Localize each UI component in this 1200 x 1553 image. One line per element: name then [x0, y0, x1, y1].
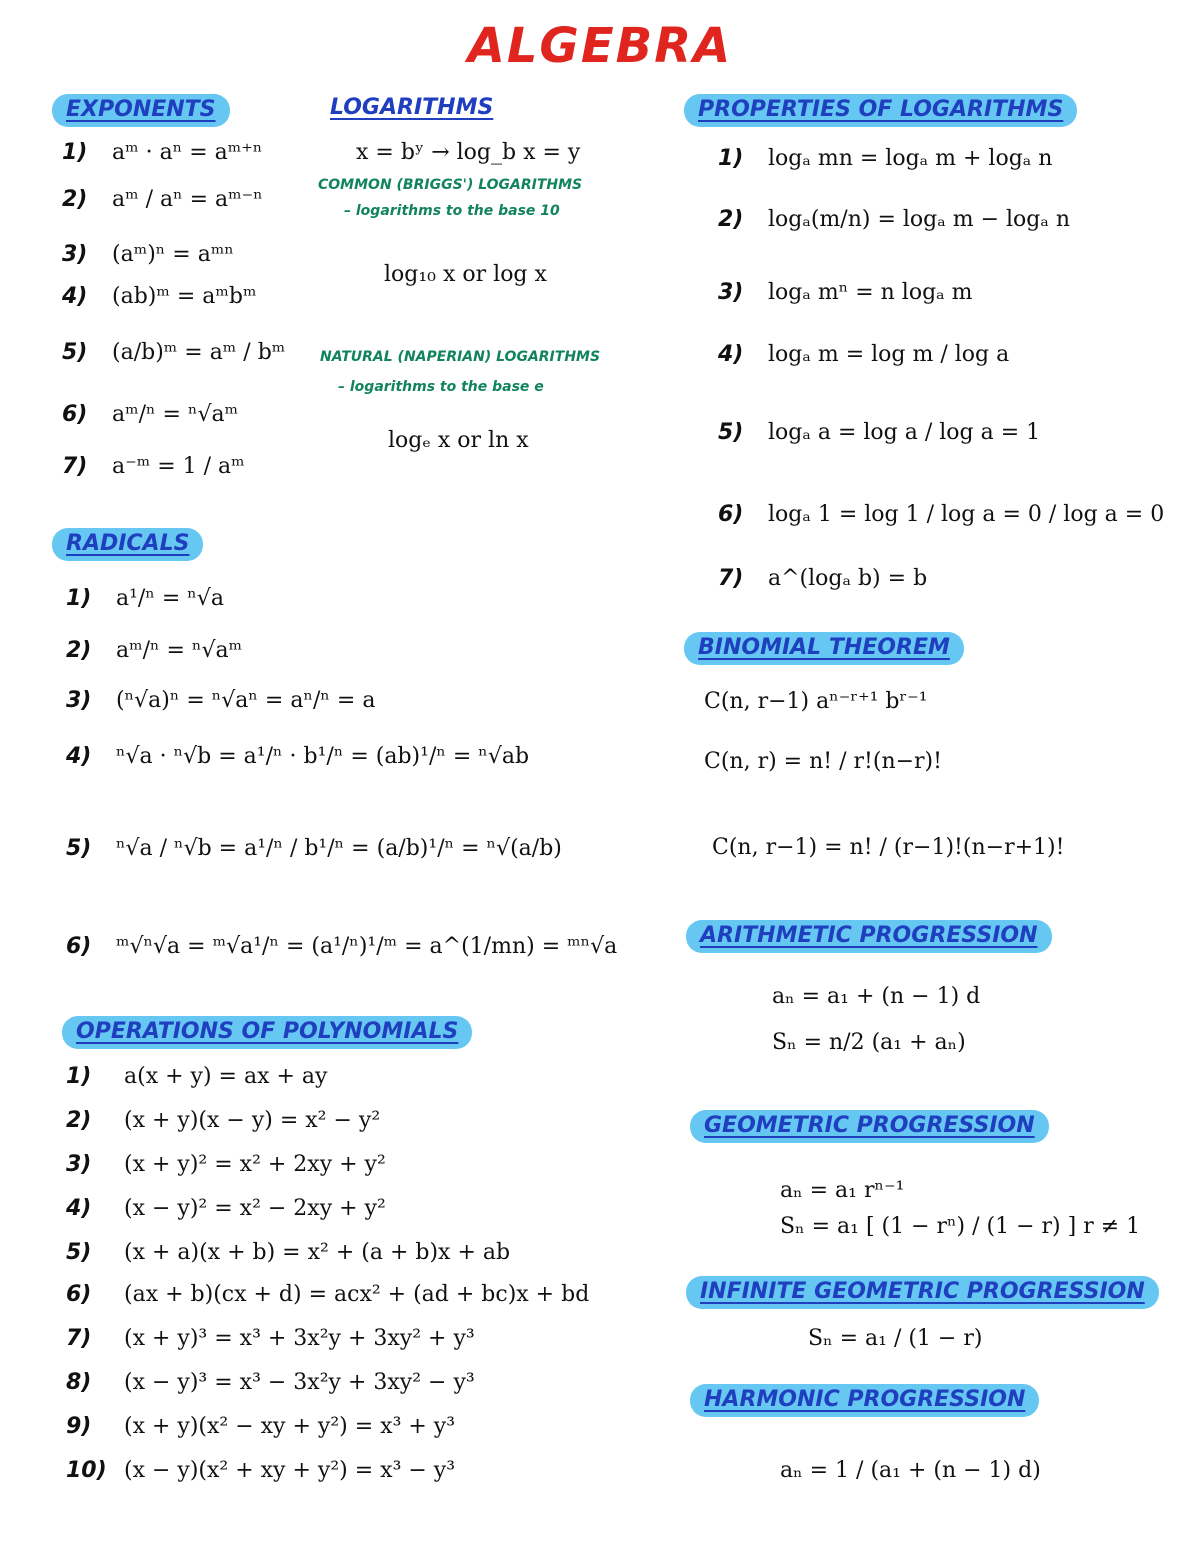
formula: aᵐ/ⁿ = ⁿ√aᵐ	[112, 402, 239, 427]
item-number: 1)	[62, 140, 88, 165]
formula: ᵐ√ⁿ√a = ᵐ√a¹/ⁿ = (a¹/ⁿ)¹/ᵐ = a^(1/mn) = ᵐⁿ√a	[116, 934, 618, 959]
item-number: 2)	[66, 638, 92, 663]
list-item	[718, 500, 1164, 530]
formula: (x − y)² = x² − 2xy + y²	[124, 1196, 386, 1221]
natural-log-formula: logₑ x or ln x	[388, 428, 529, 453]
formula: a^(logₐ b) = b	[768, 566, 928, 591]
list-item	[62, 240, 234, 270]
formula: aᵐ / aⁿ = aᵐ⁻ⁿ	[112, 187, 263, 212]
item-number: 3)	[62, 242, 88, 267]
list-item	[62, 282, 256, 312]
item-number: 3)	[66, 1152, 92, 1177]
formula: ⁿ√a · ⁿ√b = a¹/ⁿ · b¹/ⁿ = (ab)¹/ⁿ = ⁿ√ab	[116, 744, 530, 769]
formula: (ab)ᵐ = aᵐbᵐ	[112, 284, 257, 309]
list-item	[718, 564, 927, 594]
section-heading-exponents: EXPONENTS	[52, 94, 230, 127]
list-item	[66, 1412, 455, 1442]
list-item	[718, 205, 1070, 235]
item-number: 6)	[62, 402, 88, 427]
item-number: 10)	[66, 1458, 107, 1483]
formula: (x + y)(x − y) = x² − y²	[124, 1108, 381, 1133]
item-number: 4)	[62, 284, 88, 309]
formula: (ax + b)(cx + d) = acx² + (ad + bc)x + bd	[124, 1282, 590, 1307]
formula: a(x + y) = ax + ay	[124, 1064, 328, 1089]
item-number: 2)	[66, 1108, 92, 1133]
list-item	[62, 452, 245, 482]
item-number: 4)	[718, 342, 744, 367]
list-item	[66, 1194, 386, 1224]
formula: aᵐ/ⁿ = ⁿ√aᵐ	[116, 638, 243, 663]
formula: logₐ m = log m / log a	[768, 342, 1010, 367]
ap-line-1: aₙ = a₁ + (n − 1) d	[772, 984, 981, 1009]
list-item	[66, 1238, 510, 1268]
item-number: 6)	[66, 934, 92, 959]
formula: (x + y)² = x² + 2xy + y²	[124, 1152, 386, 1177]
item-number: 7)	[66, 1326, 92, 1351]
list-item	[718, 278, 973, 308]
list-item	[66, 1106, 380, 1136]
item-number: 2)	[62, 187, 88, 212]
formula: (x + y)(x² − xy + y²) = x³ + y³	[124, 1414, 456, 1439]
item-number: 6)	[66, 1282, 92, 1307]
page-title: ALGEBRA	[467, 18, 733, 74]
item-number: 4)	[66, 1196, 92, 1221]
item-number: 1)	[66, 586, 92, 611]
section-heading-properties-of-logarithms: PROPERTIES OF LOGARITHMS	[684, 94, 1077, 127]
section-heading-radicals: RADICALS	[52, 528, 203, 561]
item-number: 1)	[66, 1064, 92, 1089]
item-number: 1)	[718, 146, 744, 171]
list-item	[66, 584, 224, 614]
formula: aᵐ · aⁿ = aᵐ⁺ⁿ	[112, 140, 263, 165]
common-log-desc: – logarithms to the base 10	[344, 203, 560, 219]
hp-line-1: aₙ = 1 / (a₁ + (n − 1) d)	[780, 1458, 1041, 1483]
section-heading-operations-of-polynomials: OPERATIONS OF POLYNOMIALS	[62, 1016, 472, 1049]
item-number: 3)	[66, 688, 92, 713]
list-item	[66, 636, 242, 666]
list-item	[62, 138, 262, 168]
formula: (x − y)(x² + xy + y²) = x³ − y³	[124, 1458, 456, 1483]
list-item	[718, 340, 1009, 370]
formula: ⁿ√a / ⁿ√b = a¹/ⁿ / b¹/ⁿ = (a/b)¹/ⁿ = ⁿ√(a/b)	[116, 836, 562, 861]
item-number: 3)	[718, 280, 744, 305]
list-item	[66, 932, 617, 962]
binomial-line-3: C(n, r−1) = n! / (r−1)!(n−r+1)!	[712, 835, 1065, 860]
binomial-line-1: C(n, r−1) aⁿ⁻ʳ⁺¹ bʳ⁻¹	[704, 689, 928, 714]
formula: (a/b)ᵐ = aᵐ / bᵐ	[112, 340, 286, 365]
formula: (x + y)³ = x³ + 3x²y + 3xy² + y³	[124, 1326, 475, 1351]
common-log-formula: log₁₀ x or log x	[384, 262, 547, 287]
list-item	[66, 1062, 327, 1092]
item-number: 7)	[62, 454, 88, 479]
binomial-line-2: C(n, r) = n! / r!(n−r)!	[704, 749, 942, 774]
item-number: 5)	[718, 420, 744, 445]
section-heading-geometric-progression: GEOMETRIC PROGRESSION	[690, 1110, 1049, 1143]
gp-line-2: Sₙ = a₁ [ (1 − rⁿ) / (1 − r) ] r ≠ 1	[780, 1214, 1141, 1239]
list-item	[62, 338, 285, 368]
list-item	[718, 418, 1040, 448]
formula: (ⁿ√a)ⁿ = ⁿ√aⁿ = aⁿ/ⁿ = a	[116, 688, 376, 713]
section-heading-harmonic-progression: HARMONIC PROGRESSION	[690, 1384, 1039, 1417]
common-log-title: COMMON (BRIGGS') LOGARITHMS	[318, 177, 583, 193]
item-number: 9)	[66, 1414, 92, 1439]
item-number: 2)	[718, 207, 744, 232]
list-item	[66, 742, 529, 772]
gp-line-1: aₙ = a₁ rⁿ⁻¹	[780, 1178, 905, 1203]
list-item	[62, 400, 238, 430]
list-item	[66, 686, 375, 716]
formula: a⁻ᵐ = 1 / aᵐ	[112, 454, 245, 479]
formula: logₐ mn = logₐ m + logₐ n	[768, 146, 1053, 171]
formula: (x − y)³ = x³ − 3x²y + 3xy² − y³	[124, 1370, 475, 1395]
section-heading-logarithms: LOGARITHMS	[330, 95, 494, 120]
formula: logₐ 1 = log 1 / log a = 0 / log a = 0	[768, 502, 1165, 527]
item-number: 8)	[66, 1370, 92, 1395]
item-number: 7)	[718, 566, 744, 591]
item-number: 5)	[62, 340, 88, 365]
list-item	[66, 1280, 589, 1310]
natural-log-title: NATURAL (NAPERIAN) LOGARITHMS	[320, 349, 601, 365]
formula: (aᵐ)ⁿ = aᵐⁿ	[112, 242, 234, 267]
list-item	[66, 1324, 475, 1354]
section-heading-arithmetic-progression: ARITHMETIC PROGRESSION	[686, 920, 1052, 953]
log-definition: x = bʸ → log_b x = y	[356, 140, 581, 165]
list-item	[66, 1150, 386, 1180]
section-heading-infinite-geometric-progression: INFINITE GEOMETRIC PROGRESSION	[686, 1276, 1159, 1309]
list-item	[66, 1368, 475, 1398]
formula: logₐ mⁿ = n logₐ m	[768, 280, 973, 305]
item-number: 4)	[66, 744, 92, 769]
formula: (x + a)(x + b) = x² + (a + b)x + ab	[124, 1240, 511, 1265]
ap-line-2: Sₙ = n/2 (a₁ + aₙ)	[772, 1030, 966, 1055]
list-item	[66, 1456, 455, 1486]
igp-line-1: Sₙ = a₁ / (1 − r)	[808, 1326, 983, 1351]
item-number: 6)	[718, 502, 744, 527]
list-item	[718, 144, 1052, 174]
list-item	[66, 834, 562, 864]
item-number: 5)	[66, 1240, 92, 1265]
formula: logₐ a = log a / log a = 1	[768, 420, 1041, 445]
list-item	[62, 185, 263, 215]
section-heading-binomial-theorem: BINOMIAL THEOREM	[684, 632, 964, 665]
item-number: 5)	[66, 836, 92, 861]
formula: a¹/ⁿ = ⁿ√a	[116, 586, 224, 611]
natural-log-desc: – logarithms to the base e	[338, 379, 544, 395]
formula: logₐ(m/n) = logₐ m − logₐ n	[768, 207, 1071, 232]
